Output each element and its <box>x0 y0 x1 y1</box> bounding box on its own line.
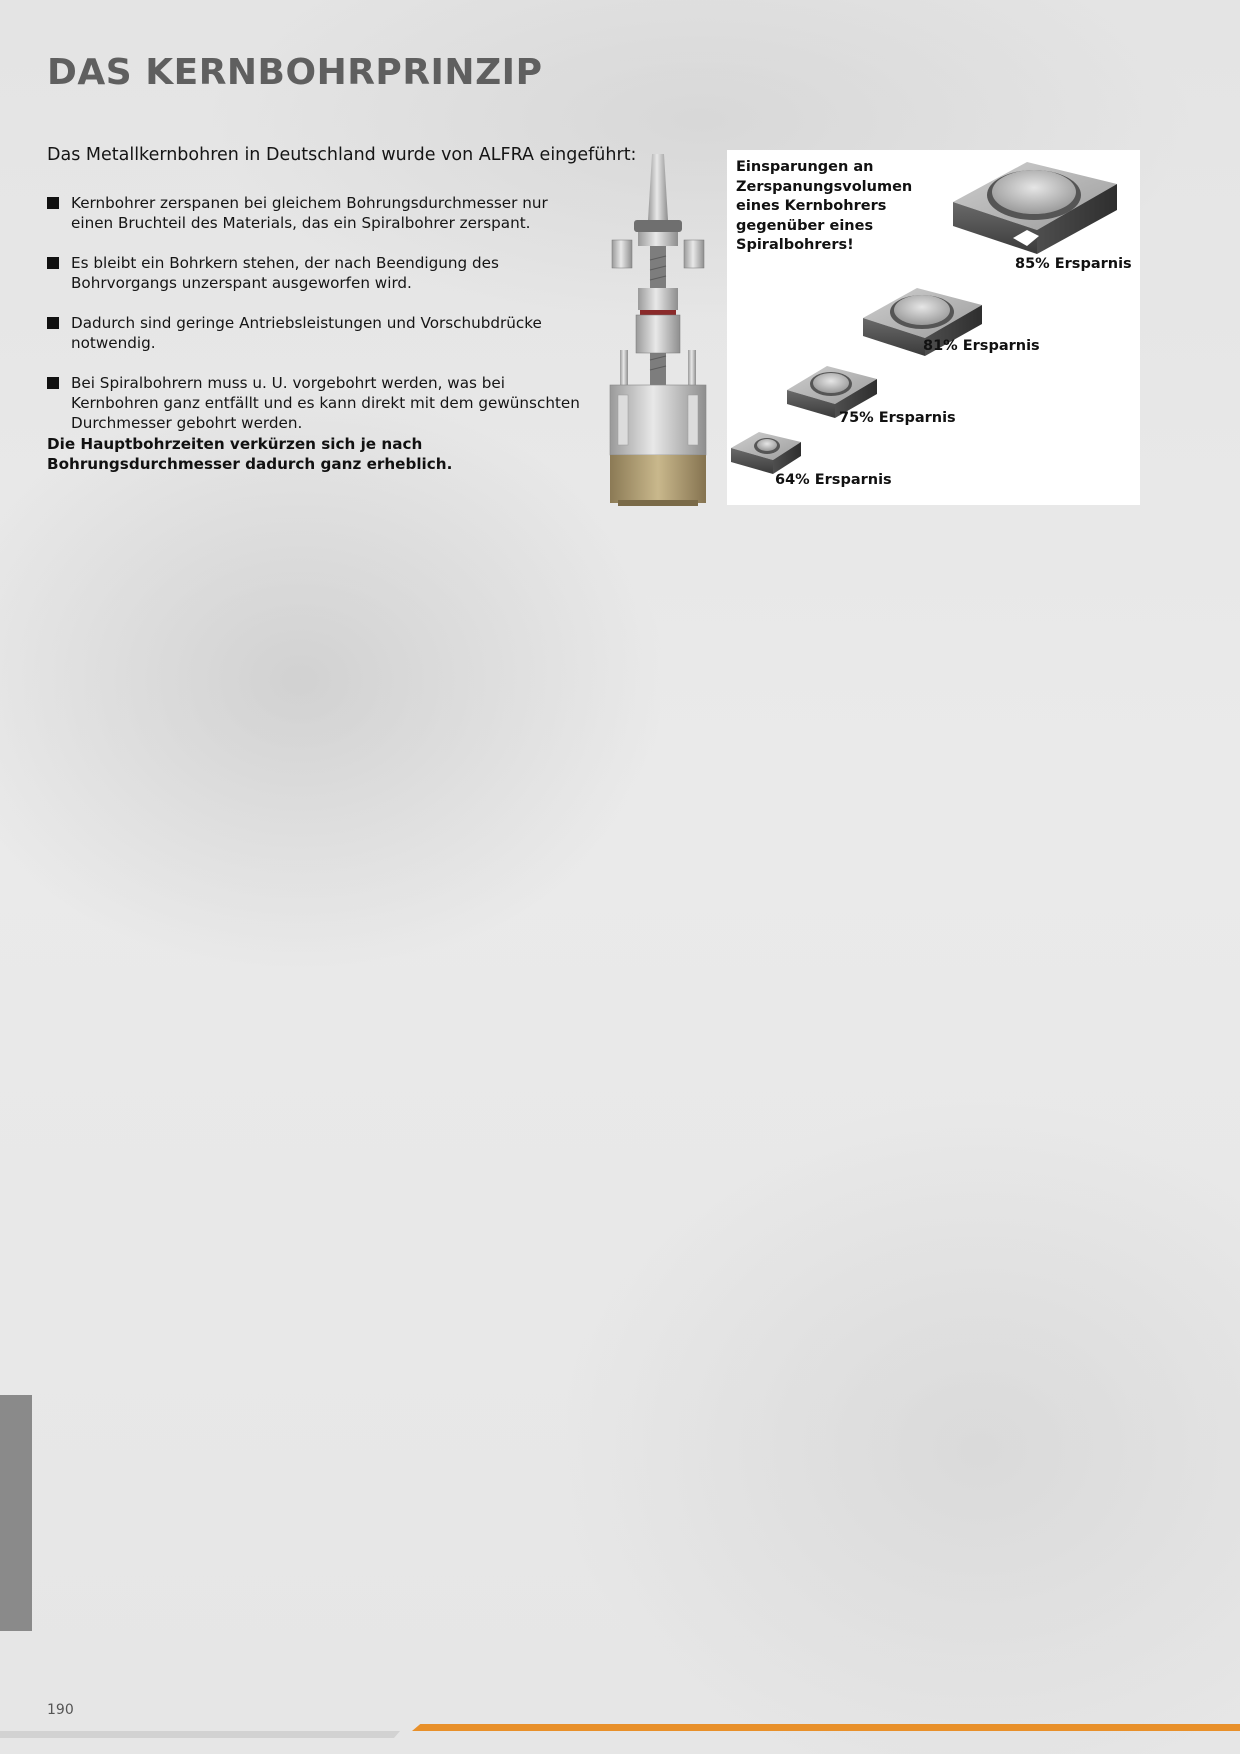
bullet-text: Es bleibt ein Bohrkern stehen, der nach Beendigung des Bohrvorgangs unzerspant ausgeworfen wird. <box>71 254 499 292</box>
side-tab <box>0 1395 32 1631</box>
bullet-text: Dadurch sind geringe Antriebsleistungen und Vorschubdrücke notwendig. <box>71 314 542 352</box>
square-bullet-icon <box>47 197 59 209</box>
page-title: DAS KERNBOHRPRINZIP <box>47 52 543 93</box>
list-item <box>47 253 592 293</box>
summary-note: Die Hauptbohrzeiten verkürzen sich je nach Bohrungsdurchmesser dadurch ganz erheblich. <box>47 435 453 473</box>
intro-text: Das Metallkernbohren in Deutschland wurde von ALFRA eingeführt: <box>47 145 637 165</box>
savings-label-81: 81% Ersparnis <box>923 338 1040 354</box>
figure-title: Einsparungen an Zerspanungsvolumen eines Kernbohrers gegenüber eines Spiralbohrers! <box>736 159 913 253</box>
page-number: 190 <box>47 1702 74 1718</box>
list-item <box>47 313 592 353</box>
square-bullet-icon <box>47 257 59 269</box>
block-85 <box>953 162 1117 254</box>
savings-label-75: 75% Ersparnis <box>839 410 956 426</box>
core-drill-image <box>608 150 708 508</box>
bullet-text: Bei Spiralbohrern muss u. U. vorgebohrt werden, was bei Kernbohren ganz entfällt und es kann direkt mit dem gewünschten Durchmesser gebohrt werden. <box>71 374 580 432</box>
bullet-list <box>47 193 592 453</box>
footer-grey-bar <box>0 1731 400 1738</box>
square-bullet-icon <box>47 377 59 389</box>
savings-label-85: 85% Ersparnis <box>1015 256 1132 272</box>
list-item <box>47 373 592 433</box>
bullet-text: Kernbohrer zerspanen bei gleichem Bohrungsdurchmesser nur einen Bruchteil des Materials, das ein Spiralbohrer zerspant. <box>71 194 548 232</box>
list-item <box>47 193 592 233</box>
footer-orange-bar <box>412 1724 1240 1731</box>
savings-label-64: 64% Ersparnis <box>775 472 892 488</box>
savings-figure <box>727 150 1140 505</box>
block-64 <box>731 432 801 474</box>
square-bullet-icon <box>47 317 59 329</box>
